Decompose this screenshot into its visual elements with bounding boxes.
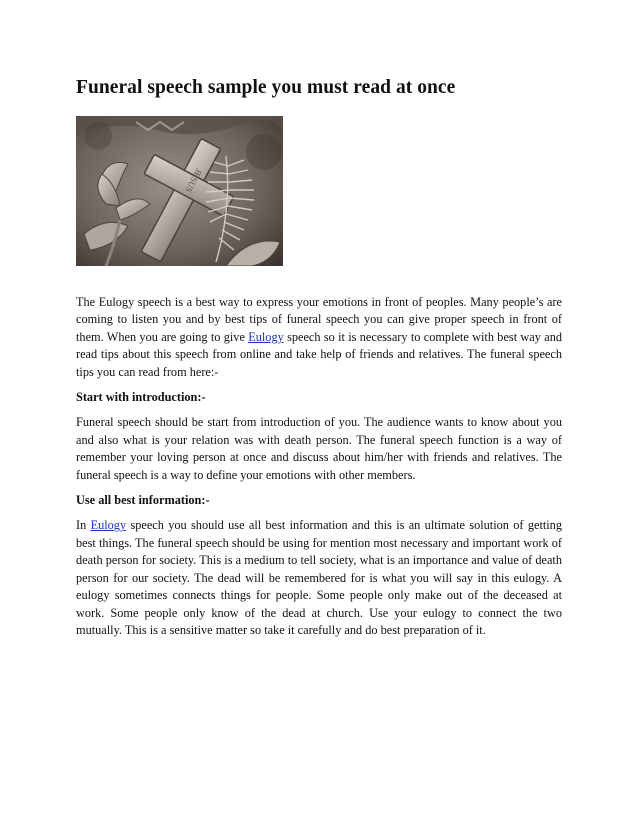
section-body-introduction: Funeral speech should be start from introduction of you. The audience wants to know about you and also what is your relation was with death person. The funeral speech function is a way of remember your loving person at once and discuss about him/her with friends and relatives. The funeral speech is a way to define your emotions with other members. [76, 415, 562, 482]
information-text-end: speech you should use all best information and this is an ultimate solution of getting best things. The funeral speech should be using for mention most necessary and important work of death person for society. This is a medium to tell society, what is an importance and value of death person for our society. The dead will be remembered for is what you will say in this eulogy. A eulogy sometimes connects things for people. Some people only make out of the deceased at work. Some people only know of the dead at church. Use your eulogy to connect the two mutually. This is a sensitive matter so take it carefully and do best preparation of it. [76, 518, 562, 637]
information-text-start: In [76, 518, 91, 533]
memorial-cross-carving-image [76, 116, 283, 266]
section-heading-information: Use all best information:- [76, 493, 210, 508]
section-body-information [76, 517, 562, 639]
cross-inscription: JESUS [183, 167, 205, 195]
intro-text-start: The Eulogy speech is a best way to express your emotions in front of peoples. Many people’s are coming to listen you and by best tips of funeral speech you can give proper speech in front of them. When you are going to give [76, 295, 562, 344]
intro-paragraph [76, 294, 562, 381]
intro-text-end: speech so it is necessary to complete with best way and read tips about this speech from online and take help of friends and relatives. The funeral speech tips you can read from here:- [76, 329, 562, 379]
document-content [76, 74, 562, 639]
page-title: Funeral speech sample you must read at once [76, 77, 456, 98]
eulogy-link[interactable]: Eulogy [248, 329, 284, 344]
eulogy-link-2[interactable]: Eulogy [90, 518, 127, 533]
section-heading-introduction: Start with introduction:- [76, 390, 206, 405]
